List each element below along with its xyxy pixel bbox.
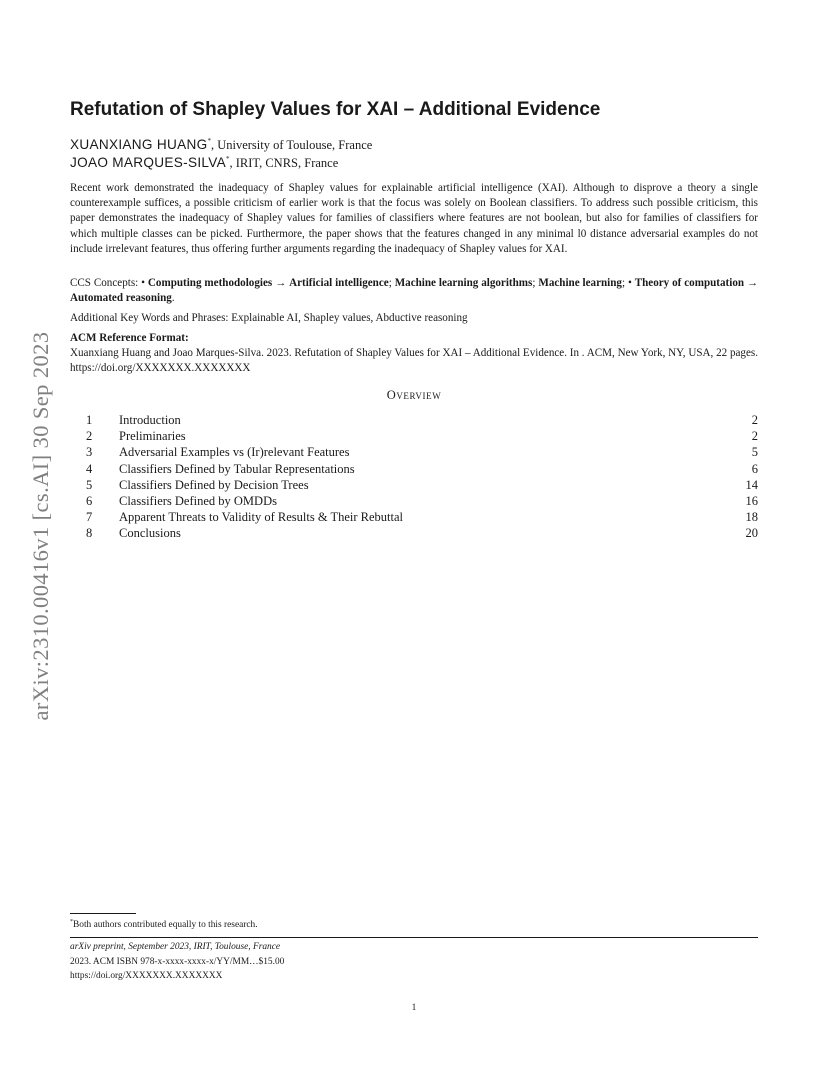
publication-rule xyxy=(70,937,758,938)
footnote xyxy=(70,919,258,930)
overview-heading xyxy=(0,388,828,403)
author-affiliation: , University of Toulouse, France xyxy=(210,138,373,152)
ccs-arrow: → xyxy=(744,277,759,289)
author-affiliation: , IRIT, CNRS, France xyxy=(229,156,339,170)
toc-label: Preliminaries xyxy=(119,429,186,444)
toc-entry[interactable] xyxy=(86,428,758,444)
page-number: 1 xyxy=(411,1003,417,1013)
toc-number: 1 xyxy=(86,413,93,427)
toc-number: 4 xyxy=(86,461,93,476)
toc-page: 5 xyxy=(751,445,758,460)
toc-entry[interactable] xyxy=(86,444,758,460)
toc-entry[interactable] xyxy=(86,509,758,525)
author-mark: * xyxy=(207,137,211,145)
toc-page: 14 xyxy=(745,477,758,492)
toc-entry[interactable] xyxy=(86,493,758,509)
toc-entry[interactable] xyxy=(86,525,758,541)
arxiv-stamp-text: arXiv:2310.00416v1 [cs.AI] 30 Sep 2023 xyxy=(28,331,53,721)
toc-number: 8 xyxy=(86,526,93,541)
publication-doi[interactable]: https://doi.org/XXXXXXX.XXXXXXX xyxy=(70,971,223,981)
toc-label: Introduction xyxy=(119,413,181,427)
toc-page: 2 xyxy=(751,413,758,427)
publication-isbn: 2023. ACM ISBN 978-x-xxxx-xxxx-x/YY/MM…$15.00 xyxy=(70,957,285,967)
ccs-concept: Computing methodologies xyxy=(147,277,273,289)
ccs-concept: Artificial intelligence xyxy=(289,277,389,289)
toc-label: Conclusions xyxy=(119,526,181,541)
toc-number: 7 xyxy=(86,510,93,525)
ccs-concept: Machine learning algorithms xyxy=(394,277,533,289)
ccs-separator: ; xyxy=(388,277,395,289)
toc-page: 16 xyxy=(745,493,758,508)
toc-label: Classifiers Defined by Tabular Representations xyxy=(119,461,355,476)
toc-label: Adversarial Examples vs (Ir)relevant Features xyxy=(119,445,350,460)
ccs-prefix: CCS Concepts: • xyxy=(70,277,148,289)
ccs-end: . xyxy=(171,292,175,305)
paper-title: Refutation of Shapley Values for XAI – Additional Evidence xyxy=(70,99,601,120)
toc-number: 5 xyxy=(86,477,93,492)
author-name: XUANXIANG HUANG xyxy=(70,137,208,152)
reference-heading: ACM Reference Format: xyxy=(70,332,189,344)
toc-entry[interactable] xyxy=(86,477,758,493)
ccs-concept: Automated reasoning xyxy=(70,292,172,305)
keywords: Additional Key Words and Phrases: Explainable AI, Shapley values, Abductive reasoning xyxy=(70,312,468,324)
toc-page: 20 xyxy=(745,526,758,541)
toc-label: Apparent Threats to Validity of Results & Their Rebuttal xyxy=(119,510,403,525)
toc-page: 2 xyxy=(751,429,758,444)
abstract: Recent work demonstrated the inadequacy of Shapley values for explainable artificial intelligence (XAI). Although to disprove a theory a single counterexample suffices, a possible criticism of earlier work is that the focus was solely on Boolean classifiers. To address such possible criticism, this paper demonstrates the inadequacy of Shapley values for families of classifiers where features are not boolean, but also for families of classifiers for which multiple classes can be picked. Furthermore, the paper shows that the features changed in any minimal l0 distance adversarial examples do not include irrelevant features, thus offering further arguments regarding the inadequacy of Shapley values for XAI. xyxy=(70,182,758,255)
footnote-mark: * xyxy=(70,919,73,925)
toc-page: 18 xyxy=(745,510,758,525)
table-of-contents xyxy=(86,412,758,542)
footnote-rule xyxy=(70,913,136,914)
author-2 xyxy=(70,155,338,171)
ccs-concept: Theory of computation xyxy=(634,277,745,289)
ccs-separator: ; xyxy=(532,277,539,289)
footnote-text: Both authors contributed equally to this research. xyxy=(73,920,258,930)
toc-entry[interactable] xyxy=(86,461,758,477)
toc-entry[interactable] xyxy=(86,412,758,428)
author-mark: * xyxy=(225,155,230,163)
author-1 xyxy=(70,137,372,153)
toc-page: 6 xyxy=(751,461,758,476)
publication-venue: arXiv preprint, September 2023, IRIT, Toulouse, France xyxy=(70,942,281,952)
toc-label: Classifiers Defined by Decision Trees xyxy=(119,477,309,492)
toc-number: 3 xyxy=(86,445,93,460)
toc-number: 6 xyxy=(86,493,93,508)
ccs-concepts xyxy=(70,276,758,306)
overview-heading-text: Overview xyxy=(386,388,442,402)
toc-number: 2 xyxy=(86,429,93,444)
toc-label: Classifiers Defined by OMDDs xyxy=(119,493,277,508)
ccs-arrow: → xyxy=(272,277,290,289)
reference-text: Xuanxiang Huang and Joao Marques-Silva. 2023. Refutation of Shapley Values for XAI – Additional Evidence. In . ACM, New York, NY, USA, 22 pages. https://doi.org/XXXXXXX.XXXXXXX xyxy=(70,347,758,375)
ccs-separator: ; • xyxy=(621,277,635,289)
ccs-concept: Machine learning xyxy=(538,277,622,289)
author-name: JOAO MARQUES-SILVA xyxy=(70,155,226,170)
